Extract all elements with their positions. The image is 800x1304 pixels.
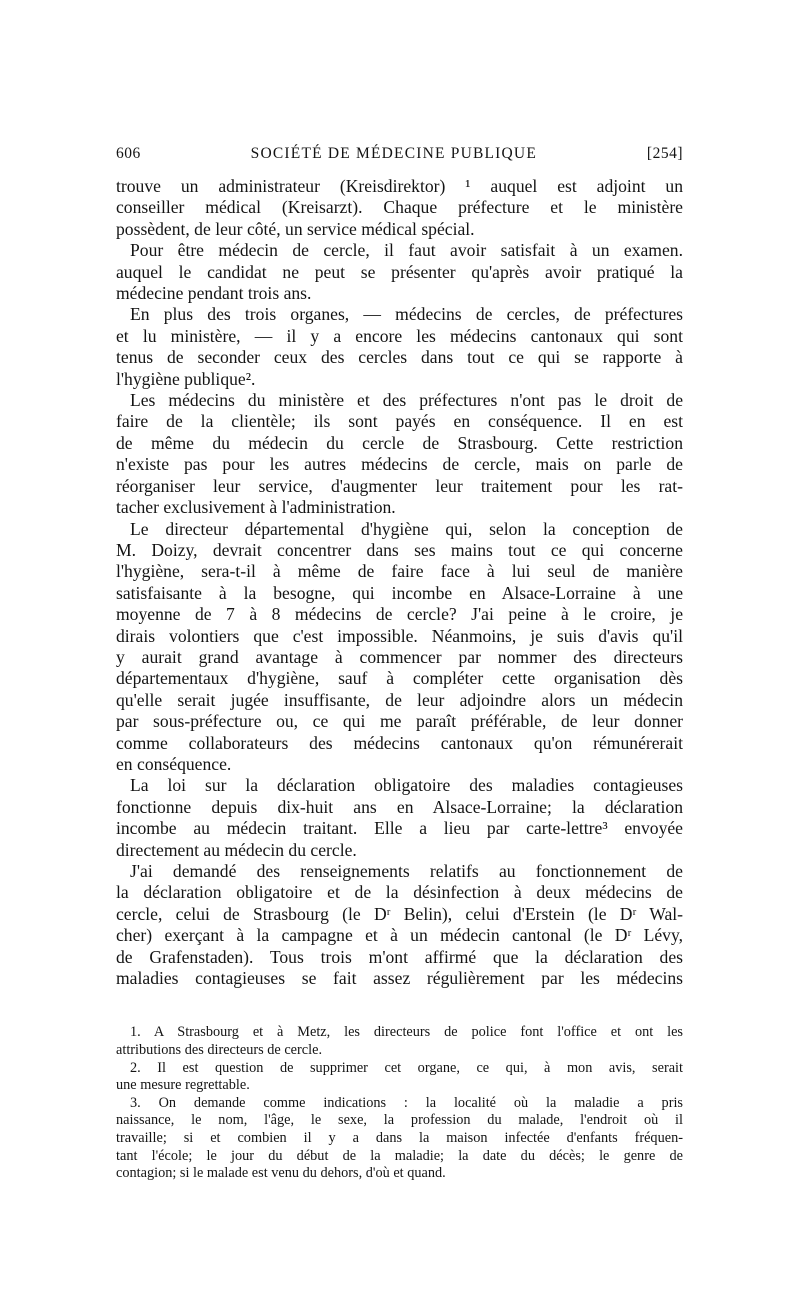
running-header — [116, 145, 683, 175]
bracket-page-number: [254] — [646, 145, 683, 162]
text-line: cercle, celui de Strasbourg (le Dʳ Belin), celui d'Erstein (le Dʳ Wal- — [116, 903, 683, 924]
text-line: La loi sur la déclaration obligatoire des maladies contagieuses — [130, 775, 683, 796]
text-line: moyenne de 7 à 8 médecins de cercle? J'ai peine à le croire, je — [116, 604, 683, 625]
text-line: En plus des trois organes, — médecins de cercles, de préfectures — [130, 304, 683, 325]
text-line: départementaux d'hygiène, sauf à compléter cette organisation dès — [116, 668, 683, 689]
text-line: dirais volontiers que c'est impossible. Néanmoins, je suis d'avis qu'il — [116, 625, 683, 646]
text-line: cher) exerçant à la campagne et à un médecin cantonal (le Dʳ Lévy, — [116, 925, 683, 946]
text-line: fonctionne depuis dix-huit ans en Alsace-Lorraine; la déclaration — [116, 796, 683, 817]
text-line: trouve un administrateur (Kreisdirektor) ¹ auquel est adjoint un — [116, 176, 683, 196]
footnote-line: 3. On demande comme indications : la localité où la maladie a pris — [130, 1094, 683, 1111]
text-line: de Grafenstaden). Tous trois m'ont affirmé que la déclaration des — [116, 946, 683, 967]
text-line: conseiller médical (Kreisarzt). Chaque préfecture et le ministère — [116, 197, 683, 218]
running-title: SOCIÉTÉ DE MÉDECINE PUBLIQUE — [250, 145, 537, 162]
text-line: tenus de seconder ceux des cercles dans tout ce qui se rapporte à — [116, 347, 683, 368]
text-line: satisfaisante à la besogne, qui incombe en Alsace-Lorraine à une — [116, 582, 683, 603]
text-line: qu'elle serait jugée insuffisante, de leur adjoindre alors un médecin — [116, 689, 683, 710]
text-line: réorganiser leur service, d'augmenter leur traitement pour les rat- — [116, 475, 683, 496]
text-line: l'hygiène publique². — [116, 368, 256, 389]
text-line: y aurait grand avantage à commencer par nommer des directeurs — [116, 646, 683, 667]
text-line: et lu ministère, — il y a encore les médecins cantonaux qui sont — [116, 325, 683, 346]
footnote-line: tant l'école; le jour du début de la maladie; la date du décès; le genre de — [116, 1147, 683, 1164]
text-line: auquel le candidat ne peut se présenter qu'après avoir pratiqué la — [116, 261, 683, 282]
text-line: J'ai demandé des renseignements relatifs au fonctionnement de — [130, 861, 683, 881]
body-text — [116, 176, 683, 989]
text-line: tacher exclusivement à l'administration. — [116, 497, 396, 518]
text-line: en conséquence. — [116, 753, 232, 774]
text-line: directement au médecin du cercle. — [116, 839, 357, 860]
footnote-line: contagion; si le malade est venu du dehors, d'où et quand. — [116, 1165, 446, 1182]
text-line: comme collaborateurs des médecins cantonaux qu'on rémunérerait — [116, 732, 683, 753]
footnote-line: une mesure regrettable. — [116, 1077, 250, 1094]
text-line: par sous-préfecture ou, ce qui me paraît préférable, de leur donner — [116, 711, 683, 732]
footnotes — [116, 1024, 683, 1182]
text-line: de même du médecin du cercle de Strasbourg. Cette restriction — [116, 432, 683, 453]
text-line: la déclaration obligatoire et de la désinfection à deux médecins de — [116, 882, 683, 903]
text-line: Le directeur départemental d'hygiène qui, selon la conception de — [130, 518, 683, 539]
text-line: Les médecins du ministère et des préfectures n'ont pas le droit de — [130, 390, 683, 411]
page-number: 606 — [116, 145, 141, 162]
footnote-line: attributions des directeurs de cercle. — [116, 1042, 323, 1059]
book-page — [116, 145, 683, 1183]
text-line: possèdent, de leur côté, un service médical spécial. — [116, 218, 475, 239]
text-line: maladies contagieuses se fait assez régulièrement par les médecins — [116, 968, 683, 989]
footnote-line: travaille; si et combien il y a dans la maison infectée d'enfants fréquen- — [116, 1130, 683, 1146]
text-line: Pour être médecin de cercle, il faut avoir satisfait à un examen. — [130, 240, 683, 261]
footnote-line: 1. A Strasbourg et à Metz, les directeurs de police font l'office et ont les — [130, 1024, 683, 1041]
text-line: n'existe pas pour les autres médecins de cercle, mais on parle de — [116, 454, 683, 475]
footnote-line: naissance, le nom, l'âge, le sexe, la profession du malade, l'endroit où il — [116, 1112, 683, 1129]
footnote-line: 2. Il est question de supprimer cet organe, ce qui, à mon avis, serait — [130, 1059, 683, 1076]
text-line: médecine pendant trois ans. — [116, 283, 312, 304]
text-line: incombe au médecin traitant. Elle a lieu par carte-lettre³ envoyée — [116, 818, 683, 839]
text-line: M. Doizy, devrait concentrer dans ses mains tout ce qui concerne — [116, 539, 683, 560]
text-line: faire de la clientèle; ils sont payés en conséquence. Il en est — [116, 411, 683, 432]
text-line: l'hygiène, sera-t-il à même de faire face à lui seul de manière — [116, 561, 683, 582]
